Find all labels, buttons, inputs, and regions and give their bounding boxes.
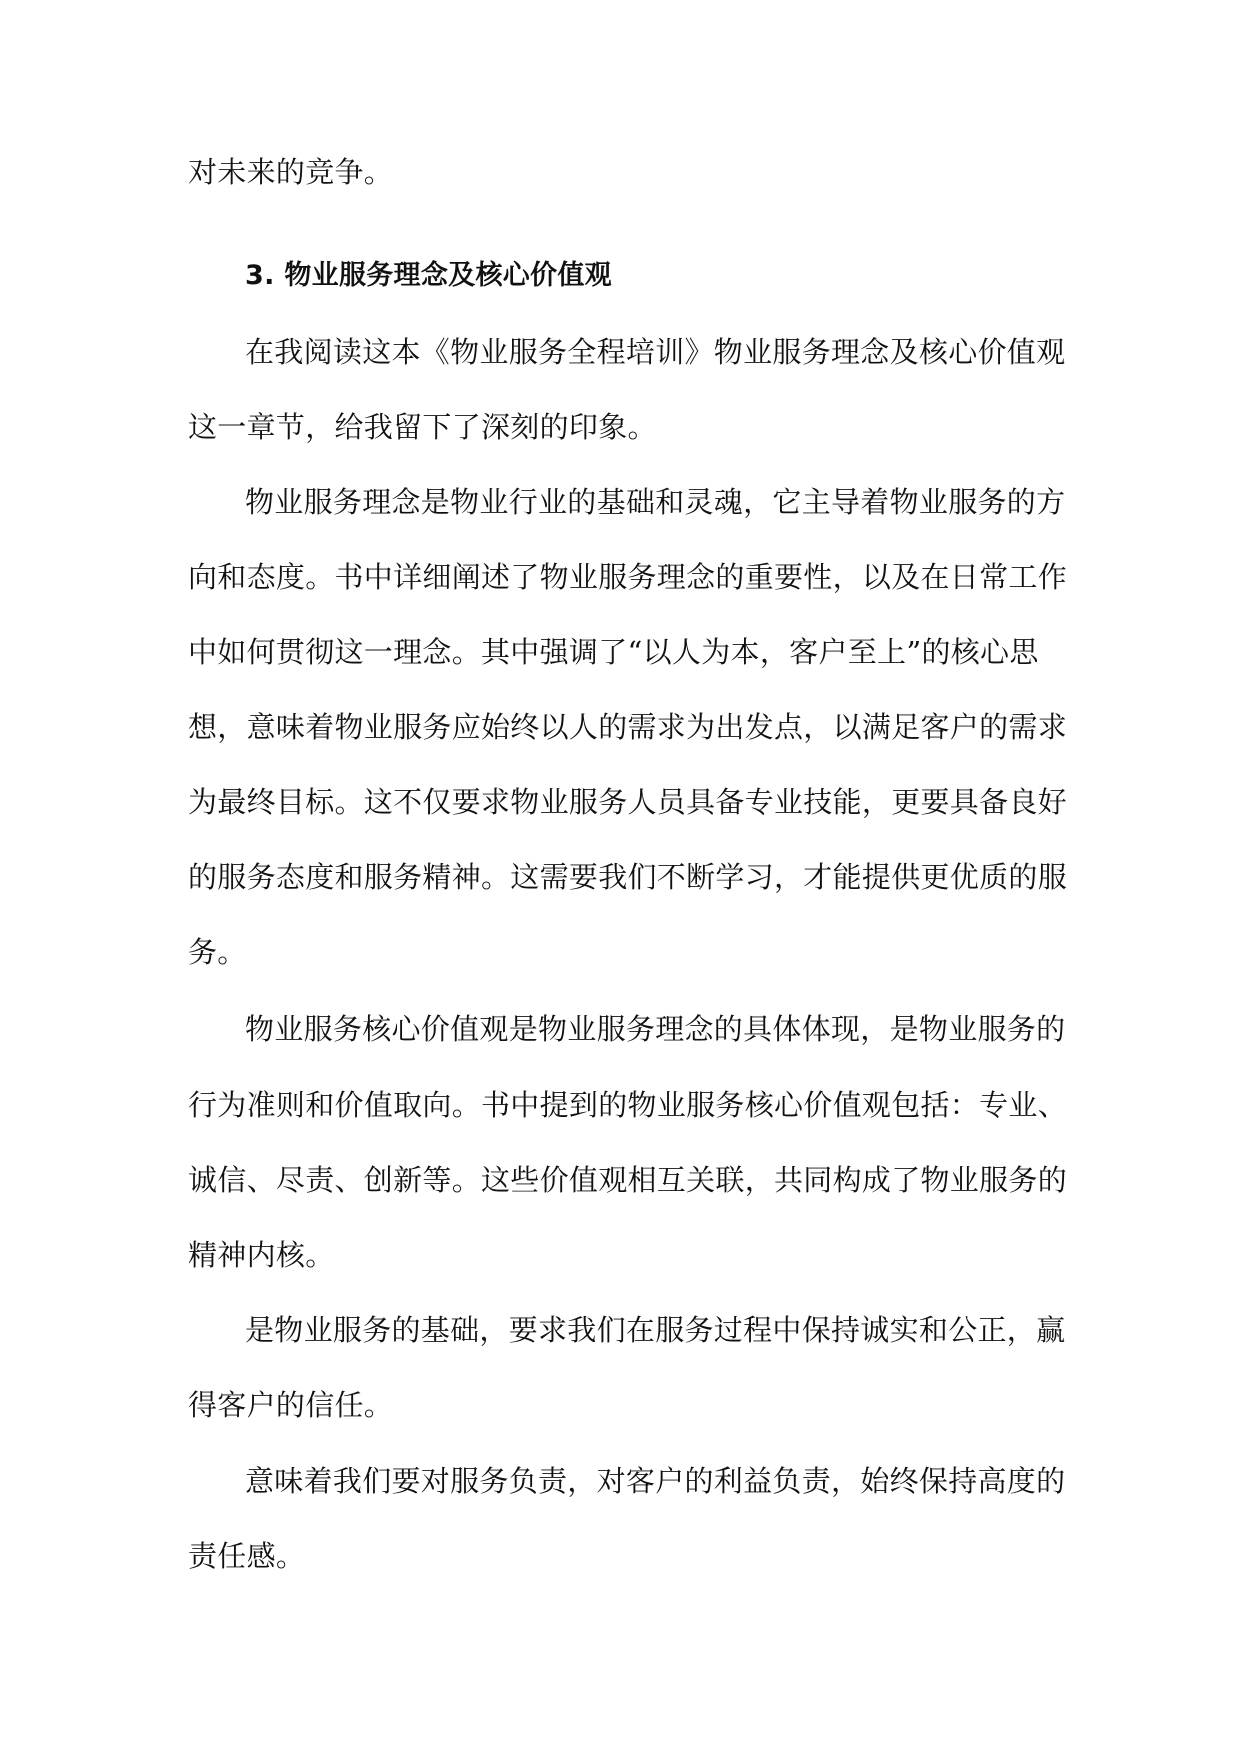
text-line: 这一章节，给我留下了深刻的印象。 bbox=[188, 410, 657, 444]
text-line: 在我阅读这本《物业服务全程培训》物业服务理念及核心价值观 bbox=[245, 335, 1066, 369]
text-line: 物业服务理念是物业行业的基础和灵魂，它主导着物业服务的方 bbox=[245, 485, 1066, 519]
text-line: 向和态度。书中详细阐述了物业服务理念的重要性，以及在日常工作 bbox=[188, 560, 1068, 594]
text-line: 想，意味着物业服务应始终以人的需求为出发点，以满足客户的需求 bbox=[188, 710, 1068, 744]
section-heading: 3. 物业服务理念及核心价值观 bbox=[245, 260, 612, 291]
text-line: 中如何贯彻这一理念。其中强调了“以人为本，客户至上”的核心思 bbox=[188, 635, 1039, 669]
text-line: 行为准则和价值取向。书中提到的物业服务核心价值观包括：专业、 bbox=[188, 1088, 1068, 1122]
text-line: 对未来的竞争。 bbox=[188, 155, 394, 189]
text-line: 责任感。 bbox=[188, 1539, 306, 1573]
text-line: 意味着我们要对服务负责，对客户的利益负责，始终保持高度的 bbox=[245, 1464, 1066, 1498]
text-line: 务。 bbox=[188, 935, 247, 969]
text-line: 是物业服务的基础，要求我们在服务过程中保持诚实和公正，赢 bbox=[245, 1313, 1066, 1347]
text-line: 精神内核。 bbox=[188, 1238, 335, 1272]
text-line: 物业服务核心价值观是物业服务理念的具体体现，是物业服务的 bbox=[245, 1012, 1066, 1046]
text-line: 诚信、尽责、创新等。这些价值观相互关联，共同构成了物业服务的 bbox=[188, 1163, 1068, 1197]
text-line: 为最终目标。这不仅要求物业服务人员具备专业技能，更要具备良好 bbox=[188, 785, 1068, 819]
text-line: 得客户的信任。 bbox=[188, 1388, 394, 1422]
text-line: 的服务态度和服务精神。这需要我们不断学习，才能提供更优质的服 bbox=[188, 860, 1068, 894]
